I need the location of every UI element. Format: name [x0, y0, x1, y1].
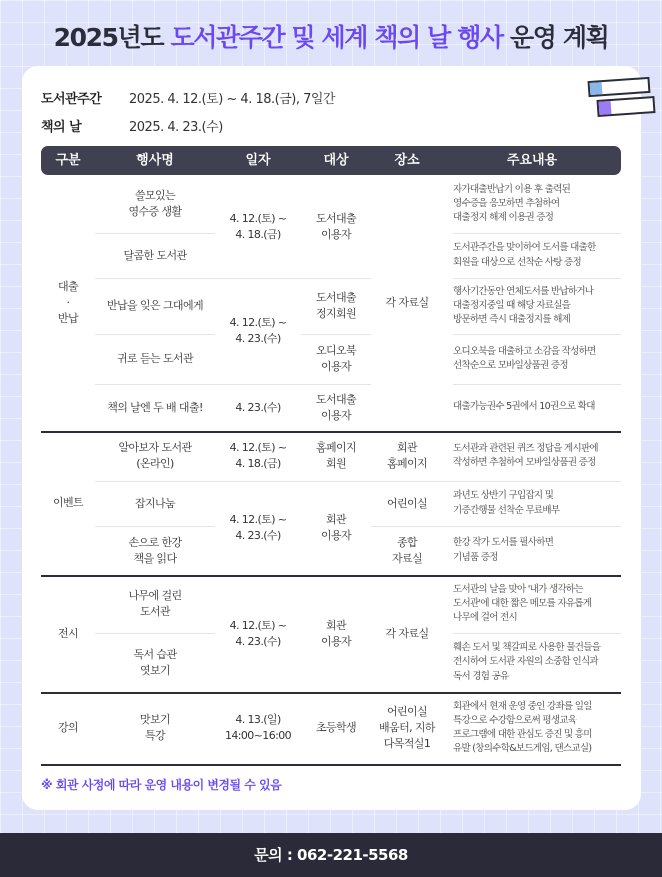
event-name: 귀로 듣는 도서관: [117, 352, 193, 366]
row-divider: [95, 334, 215, 335]
event-target: 오디오북 이용자: [315, 344, 357, 373]
event-name: 책의 날엔 두 배 대출!: [107, 400, 203, 414]
event-date: 4. 23.(수): [235, 400, 281, 414]
header-place: 장소: [394, 153, 420, 168]
event-target: 회관 이용자: [320, 513, 352, 542]
section-divider: [41, 431, 621, 433]
event-date: 4. 12.(토) ~ 4. 23.(수): [229, 513, 287, 542]
row-divider: [95, 384, 371, 385]
event-date: 4. 12.(토) ~ 4. 23.(수): [229, 618, 287, 648]
event-target: 홈페이지 회원: [315, 441, 357, 470]
table-header: [41, 146, 621, 175]
page-title: [0, 18, 662, 54]
header-event: 행사명: [136, 153, 174, 168]
header-category: 구분: [55, 153, 81, 168]
row-divider: [371, 526, 621, 527]
event-name: 나무에 걸린 도서관: [128, 589, 182, 618]
row-divider: [95, 526, 215, 527]
row-divider: [95, 633, 215, 634]
event-date: 4. 12.(토) ~ 4. 18.(금): [229, 441, 287, 470]
event-description: 대출가능권수 5권에서 10권으로 확대: [453, 401, 595, 413]
event-date: 4. 12.(토) ~ 4. 18.(금): [229, 211, 287, 241]
event-name: 쓸모있는 영수증 생활: [128, 189, 182, 218]
event-name: 독서 습관 엿보기: [133, 647, 177, 677]
event-target: 도서대출 이용자: [315, 211, 357, 241]
row-divider: [453, 334, 621, 335]
event-target: 도서대출 이용자: [315, 392, 357, 422]
event-description: 한강 작가 도서를 필사하면 기념품 증정: [453, 537, 554, 563]
category-cell: 이벤트: [52, 496, 84, 510]
event-place: 어린이실: [386, 496, 428, 510]
event-target: 초등학생: [315, 721, 357, 735]
category-cell: 대출 · 반납: [57, 280, 79, 325]
event-description: 훼손 도서 및 책갈피로 사용한 물건들을 전시하여 도서관 자원의 소중함 인식과 독서 경험 공유: [453, 642, 601, 682]
title-accent: 도서관주간 및 세계 책의 날 행사: [170, 23, 503, 52]
event-description: 회관에서 현재 운영 중인 강좌를 일일 특강으로 수강함으로써 평생교육 프로그램에 대한 관심도 증진 및 흥미 유발 (창의수학&보드게임, 댄스교실): [453, 700, 592, 755]
library-week-info: [41, 88, 335, 107]
row-divider: [453, 384, 621, 385]
book-day-info: [41, 116, 223, 135]
event-description: 도서관의 날을 맞아 '내가 생각하는 도서관'에 대한 짧은 메모를 자유롭게 나무에 걸어 전시: [453, 583, 592, 624]
header-description: 주요내용: [506, 153, 558, 168]
header-date: 일자: [245, 153, 271, 168]
category-cell: 전시: [57, 626, 79, 640]
table-bottom-line: [41, 764, 621, 766]
change-notice: ※ 회관 사정에 따라 운영 내용이 변경될 수 있음: [41, 778, 282, 792]
info-label: 책의 날: [41, 120, 82, 135]
title-prefix: 2025년도: [53, 23, 171, 52]
info-value: 2025. 4. 23.(수): [129, 120, 223, 135]
row-divider: [95, 233, 215, 234]
contact-footer: 문의 : 062-221-5568: [0, 833, 662, 877]
header-target: 대상: [323, 153, 349, 168]
title-suffix: 운영 계획: [502, 23, 609, 52]
event-description: 오디오북을 대출하고 소감을 작성하면 선착순으로 모바일상품권 증정: [453, 345, 596, 371]
event-name: 알아보자 도서관 (온라인): [118, 441, 192, 470]
event-name: 손으로 한강 책을 읽다: [128, 535, 182, 565]
event-description: 도서관주간을 맞이하여 도서를 대출한 회원을 대상으로 선착순 사탕 증정: [453, 242, 596, 268]
row-divider: [95, 481, 621, 482]
event-date: 4. 12.(토) ~ 4. 23.(수): [229, 316, 287, 345]
event-name: 맛보기 특강: [139, 713, 171, 742]
event-place: 각 자료실: [385, 296, 429, 310]
decorative-tag-icon: [596, 96, 655, 117]
event-place: 어린이실 배움터, 지하 다목적실1: [379, 705, 435, 750]
event-place: 종합 자료실: [391, 535, 423, 565]
row-divider: [453, 233, 621, 234]
event-description: 과년도 상반기 구입잡지 및 기증간행물 선착순 무료배부: [453, 490, 560, 516]
decorative-tag-icon: [588, 77, 651, 97]
event-name: 잡지나눔: [134, 496, 176, 510]
row-divider: [453, 633, 621, 634]
event-description: 도서관과 관련된 퀴즈 정답을 게시판에 작성하면 추첨하여 모바일상품권 증정: [453, 442, 598, 468]
event-place: 회관 홈페이지: [386, 441, 428, 470]
category-cell: 강의: [57, 721, 79, 735]
event-name: 달콤한 도서관: [123, 248, 187, 262]
event-target: 회관 이용자: [320, 618, 352, 648]
event-name: 반납을 잊은 그대에게: [106, 299, 204, 313]
row-divider: [453, 278, 621, 279]
event-date: 4. 13.(일) 14:00~16:00: [224, 713, 292, 742]
row-divider: [95, 278, 371, 279]
section-divider: [41, 692, 621, 694]
info-label: 도서관주간: [41, 92, 102, 107]
event-place: 각 자료실: [385, 626, 429, 640]
info-value: 2025. 4. 12.(토) ~ 4. 18.(금), 7일간: [129, 92, 335, 107]
event-description: 자가대출반납기 이용 후 출력된 영수증을 응모하면 추첨하여 대출정지 해제 이용권 증정: [453, 183, 571, 224]
section-divider: [41, 575, 621, 577]
row-divider: [301, 334, 371, 335]
event-description: 행사기간동안 연체도서를 반납하거나 대출정지중일 때 해당 자료실을 방문하면 즉시 대출정지를 해제: [453, 285, 594, 326]
event-target: 도서대출 정지회원: [315, 291, 357, 320]
